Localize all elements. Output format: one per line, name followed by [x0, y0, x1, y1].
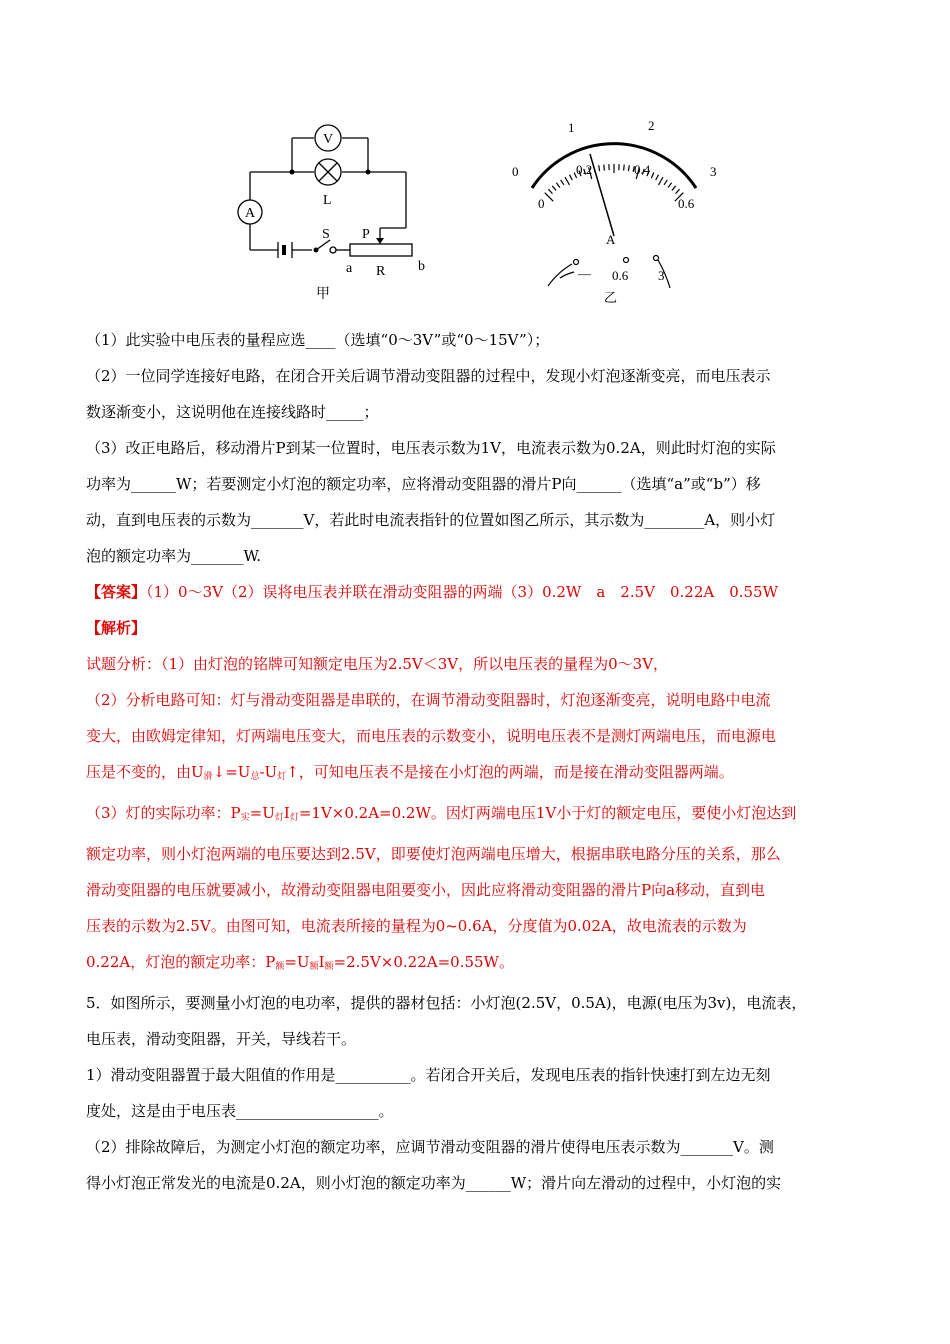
l9-s2: 额 — [309, 962, 319, 972]
dial-tick — [656, 175, 659, 180]
analysis-line-7: 滑动变阻器的电压就要减小，故滑动变阻器电阻要变小，因此应将滑动变阻器的滑片P向a移动，直到电 — [86, 881, 766, 899]
l9-s3: 额 — [324, 962, 334, 972]
dial-tick — [624, 165, 625, 171]
q4-line-4: （3）改正电路后，移动滑片P到某一位置时，电压表示数为1V，电流表示数为0.2A，则此时灯泡的实际 — [86, 439, 776, 457]
ammeter-dial — [500, 112, 730, 307]
inner-scale-2: 0.4 — [634, 162, 651, 177]
q5-line-1: 5．如图所示，要测量小灯泡的电功率，提供的器材包括：小灯泡(2.5V，0.5A)，电源(电压为3v)，电流表， — [86, 994, 807, 1012]
l9-s1: 额 — [275, 962, 285, 972]
l5-c: I — [283, 804, 290, 822]
dial-tick — [548, 189, 552, 193]
figures — [220, 112, 740, 312]
outer-scale-0: 0 — [512, 164, 519, 179]
dial-tick — [668, 183, 672, 188]
dial-tick — [545, 193, 553, 201]
switch-label: S — [322, 227, 330, 242]
circuit-caption: 甲 — [316, 287, 330, 302]
l4-d: ↑，可知电压表不是接在小灯泡的两端，而是接在滑动变阻器两端。 — [286, 763, 734, 781]
outer-scale-3: 3 — [710, 164, 717, 179]
outer-scale-1: 1 — [568, 120, 575, 135]
l4-s1: 滑 — [203, 772, 213, 782]
terminal-0-6: 0.6 — [612, 268, 629, 283]
q4-line-2: （2）一位同学连接好电路，在闭合开关后调节滑动变阻器的过程中，发现小灯泡逐渐变亮，而电压表示 — [86, 367, 771, 385]
q4-line-5: 功率为______W；若要测定小灯泡的额定功率，应将滑动变阻器的滑片P向______（选填“a”或“b”）移 — [86, 475, 761, 493]
answer-tag: 【答案】 — [86, 583, 147, 601]
l9-c: I — [318, 953, 325, 971]
analysis-line-2: （2）分析电路可知：灯与滑动变阻器是串联的，在调节滑动变阻器时，灯泡逐渐变亮，说明电路中电流 — [86, 691, 771, 709]
dial-tick — [561, 180, 564, 185]
ammeter-symbol-label: A — [245, 206, 256, 221]
end-b-label: b — [418, 259, 425, 274]
l5-b: =U — [249, 804, 275, 822]
dial-tick — [659, 177, 664, 185]
q4-line-6: 动，直到电压表的示数为_______V，若此时电流表指针的位置如图乙所示，其示数为________A，则小灯 — [86, 511, 776, 529]
analysis-line-1: 试题分析：（1）由灯泡的铭牌可知额定电压为2.5V＜3V，所以电压表的量程为0～3V， — [86, 655, 669, 673]
answer-line — [86, 574, 870, 610]
l9-d: =2.5V×0.22A=0.55W。 — [333, 953, 514, 971]
dial-tick — [628, 165, 629, 171]
slider-label: P — [362, 227, 370, 242]
q4-line-3: 数逐渐变小，这说明他在连接线路时_____； — [86, 403, 379, 421]
dial-tick — [676, 189, 680, 193]
q5-line-3: 1）滑动变阻器置于最大阻值的作用是__________。若闭合开关后，发现电压表的指针快速打到左边无刻 — [86, 1066, 771, 1084]
l5-d: =1V×0.2A=0.2W。因灯两端电压1V小于灯的额定电压，要使小灯泡达到 — [298, 804, 797, 822]
l5-s3: 灯 — [289, 813, 299, 823]
l4-b: ↓=U — [212, 763, 251, 781]
dial-tick — [604, 165, 605, 171]
q5-line-5: （2）排除故障后，为测定小灯泡的额定功率，应调节滑动变阻器的滑片使得电压表示数为_______V。测 — [86, 1138, 774, 1156]
dial-tick — [570, 175, 573, 180]
ammeter-needle — [590, 154, 614, 236]
l4-s3: 灯 — [277, 772, 287, 782]
analysis-tag: 【解析】 — [86, 619, 147, 637]
q4-line-1: （1）此实验中电压表的量程应选____（选填“0～3V”或“0～15V”）； — [86, 331, 550, 349]
inner-scale-0: 0 — [538, 196, 545, 211]
dial-tick — [672, 186, 676, 191]
l4-c: -U — [259, 763, 278, 781]
dial-tick — [556, 183, 560, 188]
q5-line-2: 电压表，滑动变阻器，开关，导线若干。 — [86, 1030, 357, 1048]
l4-s2: 总 — [250, 772, 260, 782]
terminal-minus: — — [578, 266, 591, 281]
ammeter-unit: A — [606, 232, 616, 247]
analysis-line-8: 压表的示数为2.5V。由图可知，电流表所接的量程为0~0.6A，分度值为0.02A，故电流表的示数为 — [86, 917, 747, 935]
question-body — [86, 322, 870, 1201]
q5-line-6: 得小灯泡正常发光的电流是0.2A，则小灯泡的额定功率为______W；滑片向左滑动的过程中，小灯泡的实 — [86, 1174, 782, 1192]
l5-a: （3）灯的实际功率：P — [86, 804, 241, 822]
analysis-line-6: 额定功率，则小灯泡两端的电压要达到2.5V，即要使灯泡两端电压增大，根据串联电路分压的关系，那么 — [86, 845, 781, 863]
dial-tick — [565, 177, 570, 185]
l9-a: 0.22A，灯泡的额定功率：P — [86, 953, 276, 971]
dial-tick — [552, 186, 556, 191]
answer-text: （1）0～3V（2）误将电压表并联在滑动变阻器的两端（3）0.2W a 2.5V 0.22A 0.55W — [146, 583, 779, 601]
terminal-3: 3 — [658, 268, 665, 283]
ammeter-caption: 乙 — [604, 290, 618, 305]
analysis-line-5 — [86, 795, 870, 836]
dial-tick — [664, 180, 667, 185]
l9-b: =U — [284, 953, 310, 971]
analysis-line-9 — [86, 944, 870, 985]
l5-s1: 实 — [240, 813, 250, 823]
q4-line-7: 泡的额定功率为_______W. — [86, 547, 262, 565]
dial-tick — [599, 165, 600, 171]
analysis-line-3: 变大，由欧姆定律知，灯两端电压变大，而电压表的示数变小，说明电压表不是测灯两端电压，而电源电 — [86, 727, 777, 745]
inner-scale-1: 0.2 — [576, 162, 593, 177]
resistor-label: R — [376, 264, 386, 279]
circuit-diagram — [230, 112, 430, 307]
outer-scale-2: 2 — [648, 118, 655, 133]
inner-scale-3: 0.6 — [678, 196, 695, 211]
l4-a: 压是不变的，由U — [86, 763, 204, 781]
lamp-label: L — [323, 193, 332, 208]
analysis-line-4 — [86, 754, 870, 795]
l5-s2: 灯 — [274, 813, 284, 823]
q5-line-4: 度处，这是由于电压表___________________。 — [86, 1102, 394, 1120]
voltmeter-label: V — [323, 132, 334, 147]
dial-tick — [651, 172, 653, 177]
end-a-label: a — [346, 261, 353, 276]
